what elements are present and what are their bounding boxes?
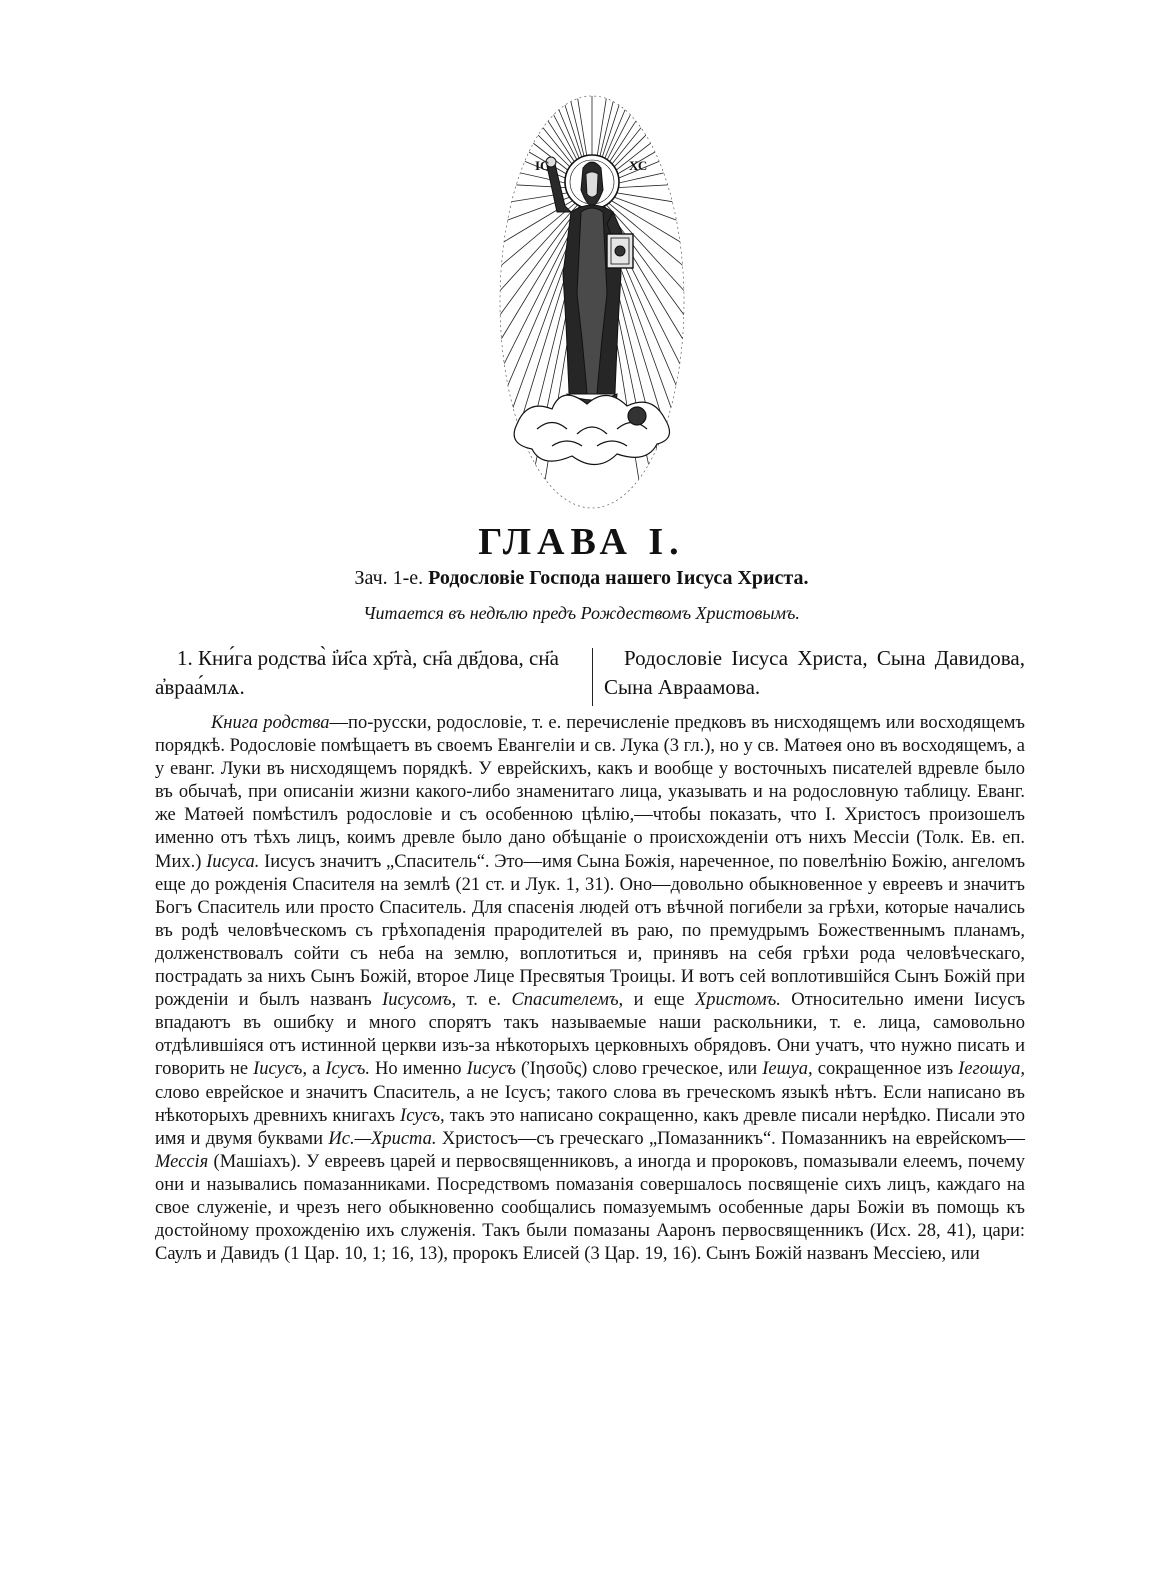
commentary-genealogy-text: —по-русски, родословіе, т. е. перечисленіе предковъ въ нисходящемъ или восходящемъ порядкѣ. Родословіе помѣщаетъ въ своемъ Евангеліи и св. Лука (3 гл.), но у св. Матѳея оно въ восходящемъ, а у еванг. Луки въ нисходящемъ порядкѣ. У еврейскихъ, какъ и вообще у восточныхъ писателей вдревле было въ обычаѣ, при описаніи жизни какого-либо знаменитаго лица, указывать и на родословную таблицу. Еванг. же Матѳей помѣстилъ родословіе и съ особенною цѣлію,—чтобы показать, что І. Христосъ произошелъ именно отъ тѣхъ лицъ, коимъ древле было дано обѣщаніе о происхожденіи отъ нихъ Мессіи (Толк. Ев. еп. Мих.) <box>155 713 1025 872</box>
commentary-fragment: слово греческое, или <box>592 1059 758 1080</box>
term-abbreviation: Ис.—Христа. <box>328 1128 437 1149</box>
commentary-fragment: слово еврейское и значитъ Спаситель, а не Ісусъ; такого слова въ греческомъ языкѣ нѣтъ. Если написано въ нѣкоторыхъ древнихъ книгахъ <box>155 1082 1025 1126</box>
term-book-of-genealogy: Книга родства <box>211 713 330 733</box>
verse-russian-text: Родословіе Іисуса Христа, Сына Давидова, Сына Авраамова. <box>604 646 1025 699</box>
verse-slavonic-text: 1. Кни́га родства̀ і҆и҃са хр҃тà, сн҃а дв҃дова, сн҃а а҆враа́млѧ. <box>155 646 559 699</box>
icon-inscription-left: ІС <box>535 158 550 173</box>
term-yeshua: Іешуа, <box>762 1059 813 1080</box>
section-heading <box>0 567 1163 590</box>
chapter-title: ГЛАВА I. <box>478 521 685 563</box>
christ-figure <box>546 157 633 426</box>
clouds <box>514 395 669 464</box>
term-saviour: Спасителемъ, <box>511 990 624 1011</box>
commentary-jesus-text: Іисусъ значитъ „Спаситель“. Это—имя Сына Божія, нареченное, по повелѣнію Божію, ангеломъ еще до рожденія Спасителя на землѣ (21 ст. и Лук. 1, 31). Оно—довольно обыкновенное у евреевъ и значитъ Богъ Спаситель или просто Спаситель. Для спасенія людей отъ вѣчной погибели за грѣхи, которые начались въ родѣ человѣческомъ съ грѣхопаденія прародителей въ раю, по премудрымъ Божественнымъ планамъ, долженствовалъ сойти съ неба на землю, воплотиться и, принявъ на себя грѣхи рода человѣческаго, пострадать за нихъ Сынъ Божій, второе Лице Пресвятыя Троицы. И вотъ сей воплотившійся Сынъ Божій при рожденіи и былъ названъ <box>155 851 1026 1011</box>
term-isus: Ісусъ, <box>400 1105 445 1126</box>
greek-word: (Ἰησοῦς) <box>520 1059 588 1080</box>
term-jesus: Іисуса. <box>206 851 260 872</box>
commentary-fragment: такъ это написано сокращенно, какъ древле писали нерѣдко. Писали это имя и двумя буквами <box>155 1105 1026 1149</box>
verse-column-divider <box>592 648 593 706</box>
commentary-name-dispute-text: Относительно имени Іисусъ впадаютъ въ ошибку и много спорятъ такъ называемые наши раскольники, т. е. лица, самовольно отдѣлившіяся отъ истинной церкви изъ-за нѣкоторыхъ церковныхъ обрядовъ. Они учатъ, что нужно писать и говорить не <box>155 990 1026 1080</box>
commentary-fragment: сокращенное изъ <box>817 1059 954 1080</box>
term-yehoshua: Іегошуа, <box>958 1059 1026 1080</box>
term-messiah: Мессія <box>155 1151 209 1172</box>
commentary-fragment: Христосъ—съ греческаго „Помазанникъ“. Помазанникъ на еврейскомъ— <box>441 1128 1026 1149</box>
term-jesus-name: Іисусомъ, <box>382 990 457 1011</box>
verse-1 <box>155 644 1025 710</box>
christ-pantocrator-engraving <box>497 94 687 510</box>
section-number: Зач. 1-е. <box>354 567 424 589</box>
commentary-fragment: а <box>312 1059 321 1080</box>
commentary-fragment: Но именно <box>375 1059 462 1080</box>
commentary-fragment: и еще <box>633 990 685 1011</box>
term-iisus: Іисусъ <box>466 1059 516 1080</box>
term-iisus: Іисусъ, <box>253 1059 308 1080</box>
section-title: Родословіе Господа нашего Іисуса Христа. <box>428 567 809 589</box>
term-isus: Ісусъ. <box>325 1059 370 1080</box>
icon-inscription-right: ХС <box>629 158 648 173</box>
term-christ: Христомъ. <box>694 990 781 1011</box>
commentary-body <box>155 712 1025 1266</box>
commentary-fragment: т. е. <box>466 990 502 1011</box>
liturgical-reading-note: Читается въ недѣлю предъ Рождествомъ Христовымъ. <box>363 603 800 623</box>
commentary-anointing-text: (Машіахъ). У евреевъ царей и первосвященниковъ, а иногда и пророковъ, помазывали елеемъ, почему они и назывались помазанниками. Посредствомъ помазанія совершалось посвященіе сихъ лицъ, каждаго на свое служеніе, и чрезъ него обыкновенно сообщались помазуемымъ особенные дары Божіи въ помощь къ достойному прохожденію ихъ служенія. Такъ были помазаны Ааронъ первосвященникъ (Исх. 28, 41), цари: Саулъ и Давидъ (1 Цар. 10, 1; 16, 13), пророкъ Елисей (3 Цар. 19, 16). Сынъ Божій названъ Мессіею, или <box>155 1151 1026 1265</box>
